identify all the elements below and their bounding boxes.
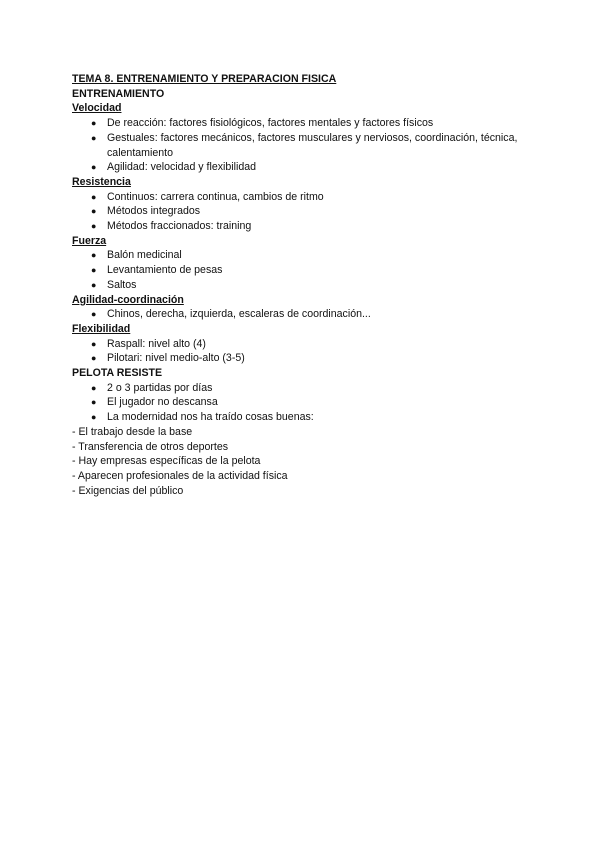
bullet-icon: ●	[91, 250, 97, 261]
bullet-icon: ●	[91, 353, 97, 364]
bullet-list-resistencia	[72, 190, 532, 234]
list-item: ● Pilotari: nivel medio-alto (3-5)	[91, 352, 245, 365]
bullet-icon: ●	[91, 382, 97, 393]
bullet-list-velocidad	[72, 116, 532, 175]
list-item: ● El jugador no descansa	[91, 396, 218, 409]
bullet-list-agilidad	[72, 307, 532, 322]
dash-item: - Transferencia de otros deportes	[72, 440, 229, 453]
bullet-list-pelota-resiste	[72, 381, 532, 425]
list-item: ● Métodos integrados	[91, 205, 201, 218]
list-item: ● 2 o 3 partidas por días	[91, 381, 213, 394]
bullet-icon: ●	[91, 412, 97, 423]
section-heading-pelota-resiste: PELOTA RESISTE	[72, 367, 163, 380]
dash-item: - Hay empresas específicas de la pelota	[72, 455, 261, 468]
bullet-list-fuerza	[72, 248, 532, 292]
bullet-icon: ●	[91, 206, 97, 217]
list-item: ● Saltos	[91, 278, 137, 291]
bullet-icon: ●	[91, 132, 97, 143]
dash-item: - Exigencias del público	[72, 484, 184, 497]
list-item: ● Gestuales: factores mecánicos, factores musculares y nerviosos, coordinación, técnica, calentamiento	[91, 131, 518, 159]
subheading-fuerza: Fuerza	[72, 234, 107, 247]
subheading-agilidad-coordinacion: Agilidad-coordinación	[72, 293, 184, 306]
dash-item: - Aparecen profesionales de la actividad física	[72, 469, 288, 482]
list-item: ● Levantamiento de pesas	[91, 264, 223, 277]
subheading-velocidad: Velocidad	[72, 102, 122, 115]
list-item: ● Balón medicinal	[91, 249, 182, 262]
list-item: ● Agilidad: velocidad y flexibilidad	[91, 161, 256, 174]
list-item: ● De reacción: factores fisiológicos, factores mentales y factores físicos	[91, 117, 434, 130]
dash-item: - El trabajo desde la base	[72, 425, 193, 438]
document-page	[72, 72, 532, 498]
bullet-icon: ●	[91, 397, 97, 408]
bullet-icon: ●	[91, 162, 97, 173]
subheading-resistencia: Resistencia	[72, 175, 131, 188]
bullet-list-flexibilidad	[72, 337, 532, 366]
page-title: TEMA 8. ENTRENAMIENTO Y PREPARACION FISICA	[72, 73, 337, 85]
list-item: ● Métodos fraccionados: training	[91, 220, 252, 233]
list-item: ● La modernidad nos ha traído cosas buenas:	[91, 411, 314, 424]
bullet-icon: ●	[91, 191, 97, 202]
bullet-icon: ●	[91, 221, 97, 232]
subheading-flexibilidad: Flexibilidad	[72, 322, 131, 335]
bullet-icon: ●	[91, 279, 97, 290]
list-item: ● Raspall: nivel alto (4)	[91, 337, 206, 350]
dash-list	[72, 425, 532, 499]
list-item: ● Continuos: carrera continua, cambios de ritmo	[91, 190, 324, 203]
bullet-icon: ●	[91, 309, 97, 320]
bullet-icon: ●	[91, 338, 97, 349]
bullet-icon: ●	[91, 118, 97, 129]
list-item: ● Chinos, derecha, izquierda, escaleras de coordinación...	[91, 308, 371, 321]
section-heading-entrenamiento: ENTRENAMIENTO	[72, 87, 165, 100]
bullet-icon: ●	[91, 265, 97, 276]
